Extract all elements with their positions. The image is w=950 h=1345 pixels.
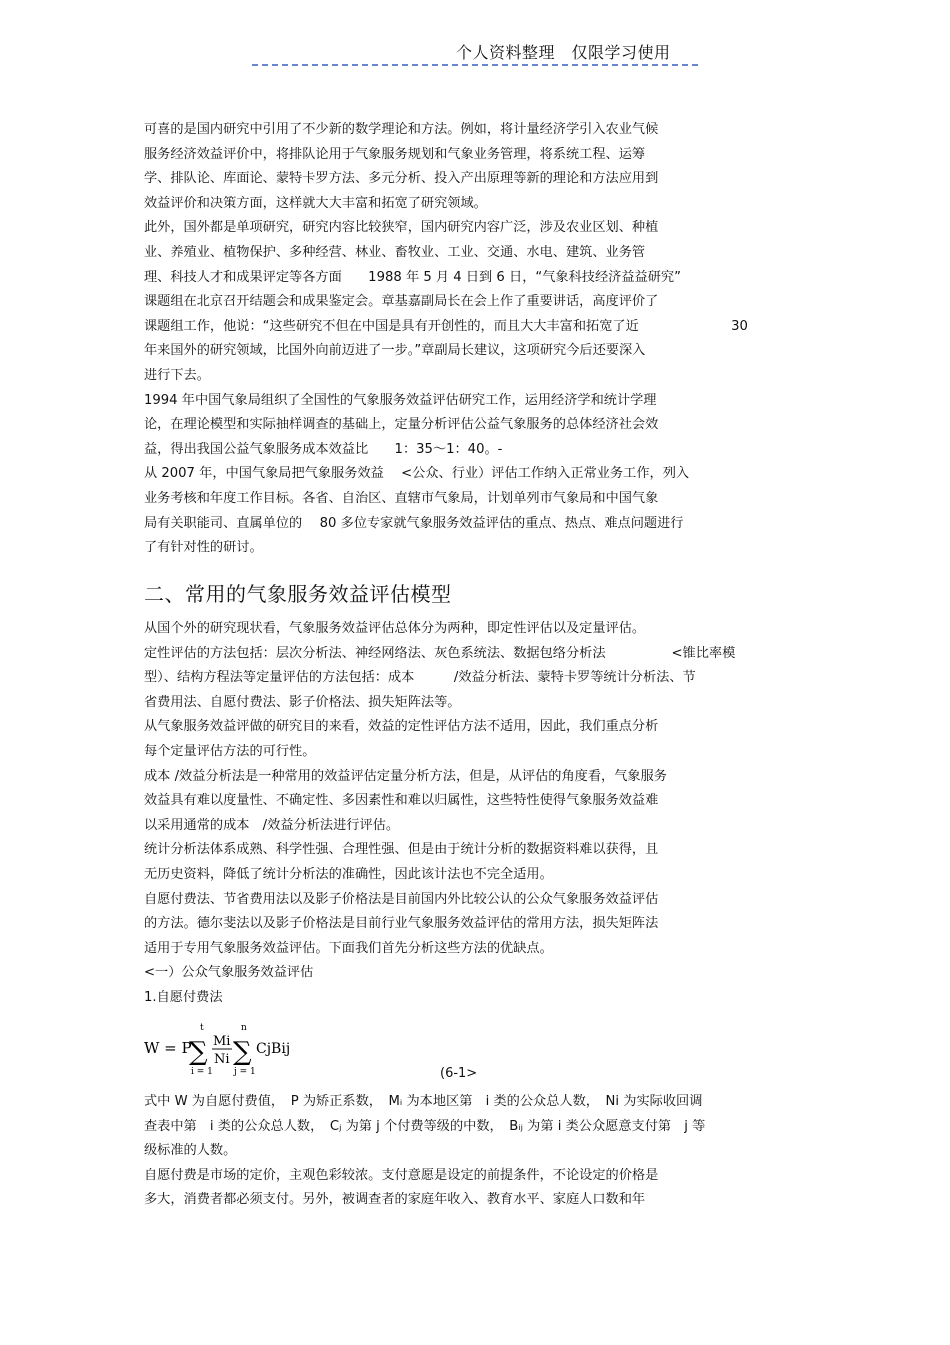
text-line: 查表中第 i 类的公众总人数， Cⱼ 为第 j 个付费等级的中数， Bᵢⱼ 为第 i 类公众愿意支付第 j 等 [144,1118,706,1134]
body-text-section-2 [144,617,824,1011]
text-line: 式中 W 为自愿付费值， P 为矫正系数， Mᵢ 为本地区第 i 类的公众总人数， Ni 为实际收回调 [144,1094,703,1109]
text-line: 益，得出我国公益气象服务成本效益比 1：35～1：40。- [144,441,503,457]
text-line: 年来国外的研究领域，比国外向前迈进了一步。”章副局长建议，这项研究今后还要深入 [144,343,646,359]
text-line: 了有针对性的研讨。 [144,540,263,556]
method-heading: 1.自愿付费法 [144,989,223,1005]
text-line: 1994 年中国气象局组织了全国性的气象服务效益评估研究工作，运用经济学和统计学理 [144,392,657,408]
subsection-heading: <一）公众气象服务效益评估 [144,965,314,981]
section-heading: 二、常用的气象服务效益评估模型 [144,582,452,606]
sum-lower-limit-2: j = 1 [234,1067,256,1077]
text-line: 型）、结构方程法等定量评估的方法包括：成本 /效益分析法、蒙特卡罗等统计分析法、节 [144,670,696,686]
text-line: 论，在理论模型和实际抽样调查的基础上，定量分析评估公益气象服务的总体经济社会效 [144,417,659,433]
fraction-numerator: Mi [213,1034,231,1049]
equation-number: (6-1> [440,1066,478,1081]
text-line: 从 2007 年，中国气象局把气象服务效益 <公众、行业）评估工作纳入正常业务工作，列入 [144,466,690,482]
text-line: 级标准的人数。 [144,1143,237,1159]
text-line: 无历史资料，降低了统计分析法的准确性，因此该计法也不完全适用。 [144,866,553,882]
header-divider [252,64,698,66]
sigma-symbol-2: ∑ [233,1037,252,1067]
text-line: 以采用通常的成本 /效益分析法进行评估。 [144,817,400,833]
text-line: 业、养殖业、植物保护、多种经营、林业、畜牧业、工业、交通、水电、建筑、业务管 [144,244,646,260]
text-line: 多大，消费者都必须支付。另外，被调查者的家庭年收入、教育水平、家庭人口数和年 [144,1192,646,1208]
text-line: 自愿付费是市场的定价，主观色彩较浓。支付意愿是设定的前提条件，不论设定的价格是 [144,1167,659,1183]
text-line: 服务经济效益评价中，将排队论用于气象服务规划和气象业务管理，将系统工程、运筹 [144,146,646,162]
text-line: 成本 /效益分析法是一种常用的效益评估定量分析方法，但是，从评估的角度看，气象服务 [144,768,667,784]
text-line: 每个定量评估方法的可行性。 [144,743,316,759]
body-text-section-3 [144,1090,824,1213]
text-line: 效益具有难以度量性、不确定性、多因素性和难以归属性，这些特性使得气象服务效益难 [144,793,659,809]
sum-upper-limit-1: t [200,1023,204,1033]
text-line: 课题组工作，他说：“这些研究不但在中国是具有开创性的，而且大大丰富和拓宽了近 30 [144,318,748,334]
fraction-denominator: Ni [214,1052,230,1067]
sigma-symbol-1: ∑ [189,1037,208,1067]
formula-tail: CjBij [256,1041,291,1057]
formula-6-1 [144,1018,324,1082]
text-line: 课题组在北京召开结题会和成果鉴定会。章基嘉副局长在会上作了重要讲话，高度评价了 [144,294,659,310]
text-line: 的方法。德尔斐法以及影子价格法是目前行业气象服务效益评估的常用方法，损失矩阵法 [144,916,659,932]
text-line: 可喜的是国内研究中引用了不少新的数学理论和方法。例如，将计量经济学引入农业气候 [144,122,659,137]
text-line: 业务考核和年度工作目标。各省、自治区、直辖市气象局，计划单列市气象局和中国气象 [144,490,659,506]
text-line: 自愿付费法、节省费用法以及影子价格法是目前国内外比较公认的公众气象服务效益评估 [144,891,659,907]
body-text-section-1 [144,118,824,561]
text-line: 从气象服务效益评做的研究目的来看，效益的定性评估方法不适用，因此，我们重点分析 [144,719,659,735]
text-line: 从国个外的研究现状看，气象服务效益评估总体分为两种，即定性评估以及定量评估。 [144,621,646,636]
page-header: 个人资料整理 仅限学习使用 [456,43,671,62]
text-line: 理、科技人才和成果评定等各方面 1988 年 5 月 4 日到 6 日，“气象科技经济益益研究” [144,269,681,285]
text-line: 统计分析法体系成熟、科学性强、合理性强、但是由于统计分析的数据资料难以获得，且 [144,842,659,858]
sum-upper-limit-2: n [241,1023,247,1033]
text-line: 进行下去。 [144,367,210,383]
text-line: 适用于专用气象服务效益评估。下面我们首先分析这些方法的优缺点。 [144,940,553,956]
text-line: 效益评价和决策方面，这样就大大丰富和拓宽了研究领域。 [144,195,487,211]
text-line: 局有关职能司、直属单位的 80 多位专家就气象服务效益评估的重点、热点、难点问题进行 [144,515,684,531]
text-line: 定性评估的方法包括：层次分析法、神经网络法、灰色系统法、数据包络分析法 <锥比率模 [144,645,736,661]
sum-lower-limit-1: i = 1 [191,1067,213,1077]
formula-lhs: W = P [144,1039,192,1057]
text-line: 省费用法、自愿付费法、影子价格法、损失矩阵法等。 [144,694,461,710]
text-line: 学、排队论、库面论、蒙特卡罗方法、多元分析、投入产出原理等新的理论和方法应用到 [144,171,659,187]
text-line: 此外，国外都是单项研究，研究内容比较狭窄，国内研究内容广泛，涉及农业区划、种植 [144,220,659,236]
